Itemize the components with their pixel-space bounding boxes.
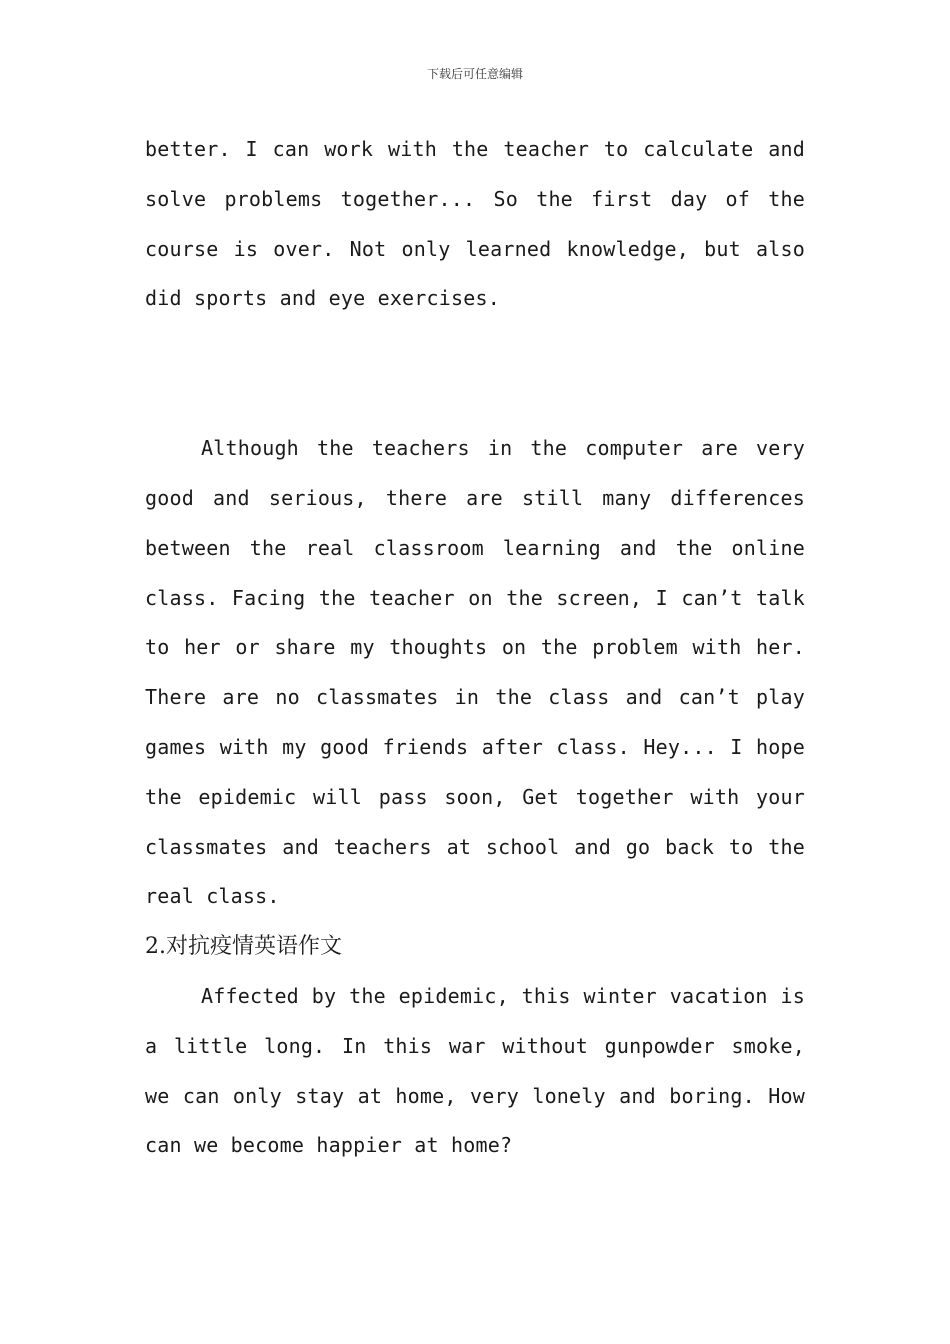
document-body: [145, 125, 805, 1171]
page-header: 下载后可任意编辑: [426, 67, 523, 81]
paragraph-continuation: better. I can work with the teacher to calculate and solve problems together... So the first day of the course is over. Not only learned knowledge, but also did sports and eye exercises.: [145, 137, 805, 311]
paragraph-online-class: Although the teachers in the computer are very good and serious, there are still many differences between the real classroom learning and the online class. Facing the teacher on the screen, I can’t talk to her or share my thoughts on the problem with her. There are no classmates in the class and can’t play games with my good friends after class. Hey... I hope the epidemic will pass soon, Get together with your classmates and teachers at school and go back to the real class.: [145, 436, 805, 909]
paragraph-winter-vacation: Affected by the epidemic, this winter vacation is a little long. In this war without gunpowder smoke, we can only stay at home, very lonely and boring. How can we become happier at home?: [145, 983, 805, 1158]
section-heading: 2.对抗疫情英语作文: [145, 934, 342, 960]
paragraph-gap: [145, 324, 805, 424]
